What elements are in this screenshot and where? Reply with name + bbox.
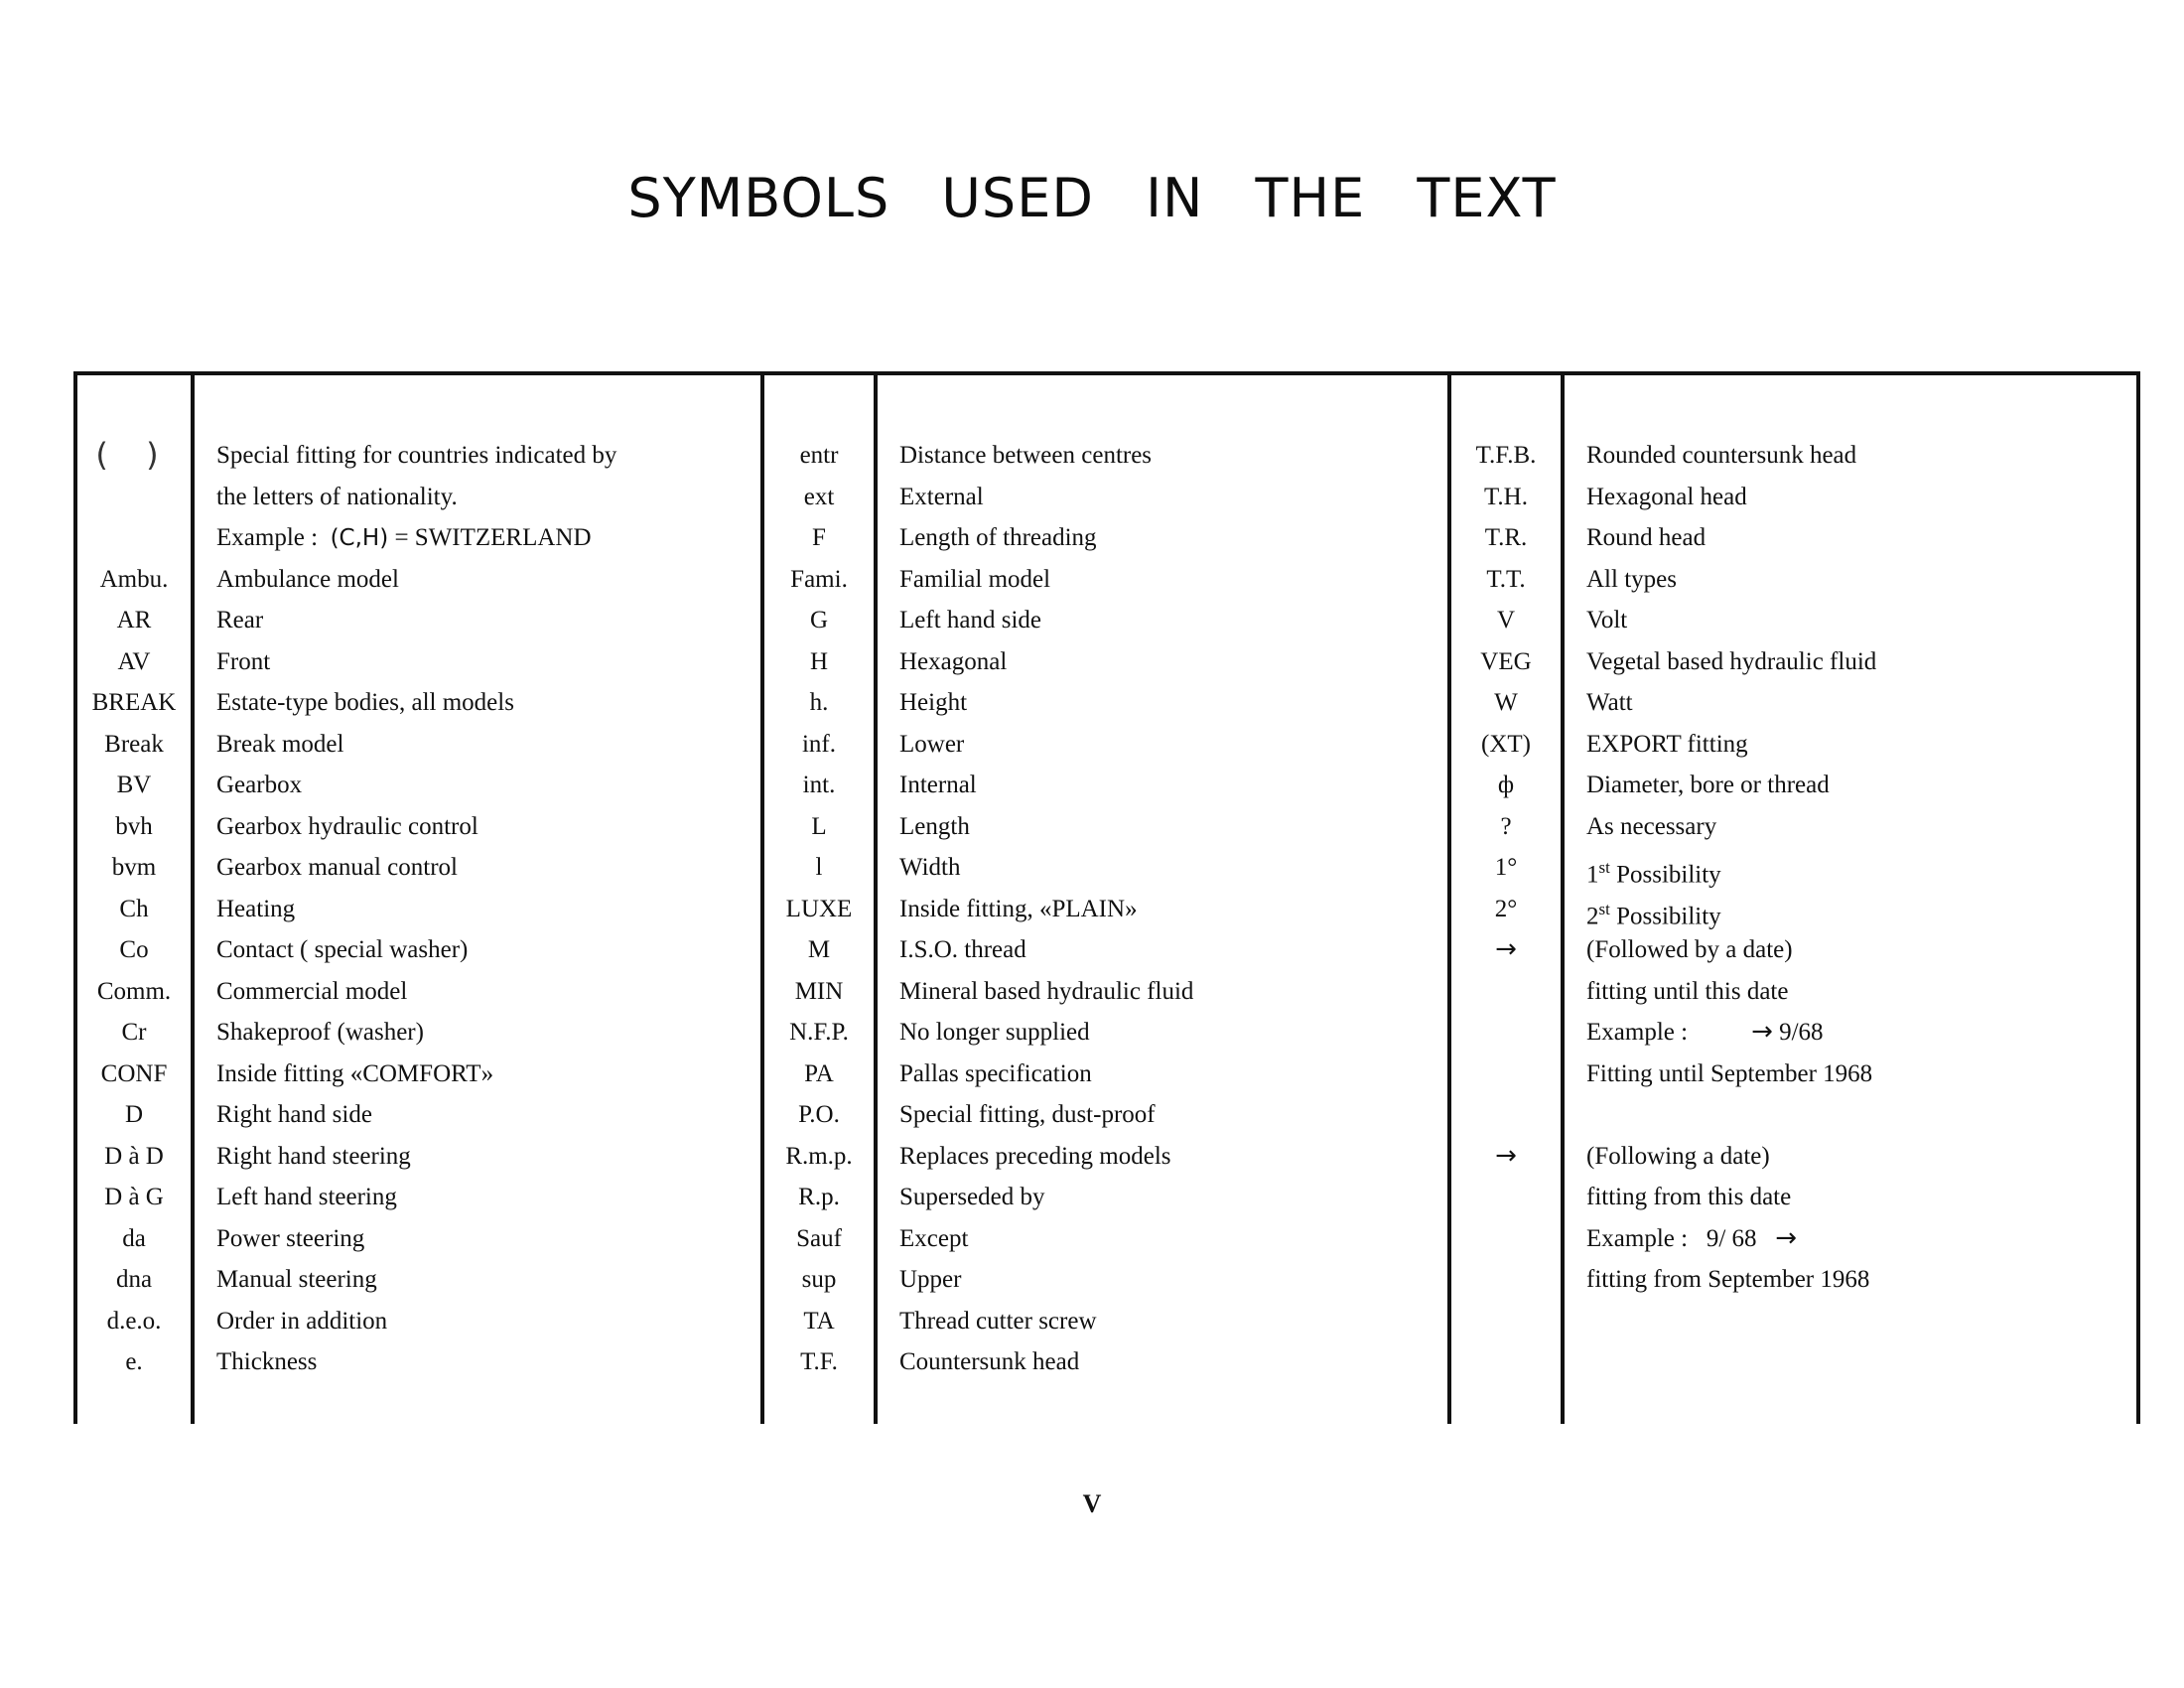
description-cell: Hexagonal	[899, 647, 1008, 675]
symbol-cell: H	[809, 647, 829, 675]
symbol-cell: T.F.	[800, 1348, 838, 1375]
description-cell	[1586, 889, 2122, 930]
symbol-cell: T.H.	[1484, 483, 1528, 510]
description-cell	[216, 517, 752, 559]
description-cell: Left hand steering	[216, 1184, 397, 1210]
nationality-code-symbol: (C,H)	[330, 525, 389, 551]
example-value: 9/ 68	[1706, 1224, 1757, 1252]
symbol-cell: G	[809, 607, 829, 633]
page-number: V	[1082, 1489, 1102, 1518]
description-cell: the letters of nationality.	[216, 483, 458, 510]
symbol-cell: R.m.p.	[785, 1142, 853, 1170]
description-cell: Heating	[216, 895, 296, 922]
example-value: = SWITZERLAND	[394, 524, 592, 551]
symbol-cell: Comm.	[96, 977, 172, 1005]
ordinal-suffix: st	[1598, 858, 1610, 877]
description-cell: (Following a date)	[1586, 1142, 1770, 1170]
description-cell: Right hand side	[216, 1101, 372, 1128]
right-arrow-icon: →	[1495, 1140, 1517, 1171]
description-cell: Watt	[1586, 689, 1633, 716]
symbol-cell: Cr	[121, 1019, 147, 1046]
description-cell: Height	[899, 689, 968, 716]
symbol-cell	[77, 435, 191, 477]
symbol-cell: N.F.P.	[789, 1019, 849, 1046]
description-cell: Power steering	[216, 1224, 365, 1252]
symbol-cell: h.	[809, 689, 829, 716]
symbol-cell: T.F.B.	[1475, 442, 1537, 469]
example-label: Example :	[1586, 1224, 1689, 1252]
description-cell: Pallas specification	[899, 1059, 1092, 1087]
symbol-cell: V	[1496, 607, 1516, 633]
symbol-cell: da	[122, 1224, 146, 1252]
description-cell: Round head	[1586, 524, 1706, 551]
symbol-cell: CONF	[100, 1059, 168, 1087]
description-cell: fitting until this date	[1586, 977, 1789, 1005]
description-cell: (Followed by a date)	[1586, 936, 1793, 963]
description-cell: Commercial model	[216, 977, 408, 1005]
diameter-symbol: ф	[1497, 772, 1515, 798]
description-cell: Replaces preceding models	[899, 1142, 1171, 1170]
description-cell: Countersunk head	[899, 1348, 1080, 1375]
symbol-cell: 2°	[1494, 895, 1518, 922]
description-cell: Ambulance model	[216, 565, 399, 593]
symbol-cell: LUXE	[785, 895, 853, 922]
column-divider	[1561, 371, 1565, 1424]
symbol-cell: e.	[125, 1348, 143, 1375]
description-cell: Left hand side	[899, 607, 1042, 633]
symbol-column-2	[764, 435, 874, 1383]
symbol-cell: Ambu.	[99, 565, 169, 593]
description-cell: Width	[899, 854, 961, 881]
description-cell: Familial model	[899, 565, 1051, 593]
symbol-cell: Sauf	[796, 1224, 842, 1252]
description-cell: Internal	[899, 772, 977, 798]
right-arrow-icon: →	[1751, 1017, 1773, 1047]
symbol-cell: P.O.	[798, 1101, 840, 1128]
description-cell: Inside fitting, «PLAIN»	[899, 895, 1138, 922]
description-cell: Fitting until September 1968	[1586, 1059, 1873, 1087]
symbol-cell: M	[807, 936, 831, 963]
example-label: Example :	[1586, 1019, 1689, 1046]
description-cell: Contact ( special washer)	[216, 936, 469, 963]
ordinal-text: Possibility	[1616, 902, 1721, 929]
description-column-1	[216, 435, 752, 1383]
description-cell: Rounded countersunk head	[1586, 442, 1857, 469]
symbol-cell: W	[1494, 689, 1518, 716]
column-divider	[191, 371, 195, 1424]
symbol-cell	[1451, 1012, 1561, 1054]
symbol-cell: bvh	[115, 812, 153, 840]
symbol-cell: dna	[115, 1266, 153, 1293]
symbol-cell	[77, 517, 191, 559]
description-cell: Length of threading	[899, 524, 1097, 551]
symbol-cell: int.	[802, 772, 836, 798]
description-cell: Estate-type bodies, all models	[216, 689, 514, 716]
symbol-cell: 1°	[1494, 854, 1518, 881]
description-column-2	[899, 435, 1440, 1383]
symbol-cell: PA	[804, 1059, 834, 1087]
description-cell: Distance between centres	[899, 442, 1153, 469]
symbol-cell	[1451, 1218, 1561, 1260]
table-top-rule	[73, 371, 2140, 375]
description-cell: Vegetal based hydraulic fluid	[1586, 647, 1877, 675]
description-cell: Thread cutter screw	[899, 1307, 1097, 1335]
symbol-cell: entr	[799, 442, 839, 469]
description-cell: Right hand steering	[216, 1142, 411, 1170]
description-cell: Hexagonal head	[1586, 483, 1747, 510]
description-cell	[1586, 1218, 2122, 1260]
description-cell: Manual steering	[216, 1266, 377, 1293]
symbol-cell: (XT)	[1481, 730, 1531, 758]
ordinal-number: 1	[1586, 861, 1599, 889]
symbol-cell: Ch	[119, 895, 149, 922]
description-column-3	[1586, 435, 2122, 1301]
symbol-cell: Break	[104, 730, 164, 758]
description-cell: Gearbox hydraulic control	[216, 812, 478, 840]
description-cell: Mineral based hydraulic fluid	[899, 977, 1194, 1005]
description-cell: Order in addition	[216, 1307, 388, 1335]
symbol-cell: L	[811, 812, 827, 840]
description-cell: Gearbox	[216, 772, 303, 798]
description-cell: Superseded by	[899, 1184, 1045, 1210]
symbol-cell: ext	[803, 483, 835, 510]
description-cell: All types	[1586, 565, 1677, 593]
description-cell: Shakeproof (washer)	[216, 1019, 424, 1046]
symbol-cell: TA	[803, 1307, 835, 1335]
description-cell: fitting from September 1968	[1586, 1266, 1870, 1293]
symbol-column-3	[1451, 435, 1561, 1301]
description-cell: Volt	[1586, 607, 1628, 633]
description-cell: Diameter, bore or thread	[1586, 772, 1830, 798]
description-cell: External	[899, 483, 984, 510]
ordinal-text: Possibility	[1616, 861, 1721, 889]
table-right-rule	[2136, 371, 2140, 1424]
description-cell: Rear	[216, 607, 264, 633]
symbol-cell: inf.	[801, 730, 837, 758]
symbol-cell	[77, 477, 191, 518]
symbol-cell: T.R.	[1484, 524, 1528, 551]
symbol-cell	[1451, 971, 1561, 1013]
symbol-cell: BREAK	[91, 689, 177, 716]
country-bracket-icon: ( )	[95, 436, 173, 474]
symbol-cell: F	[812, 524, 826, 551]
description-cell: Break model	[216, 730, 344, 758]
symbol-cell: sup	[801, 1266, 837, 1293]
symbol-cell: R.p.	[798, 1184, 840, 1210]
symbol-cell	[1451, 1094, 1561, 1136]
description-cell	[1586, 1094, 2122, 1136]
ordinal-suffix: st	[1598, 899, 1610, 918]
symbol-cell	[1451, 1054, 1561, 1095]
right-arrow-icon: →	[1775, 1222, 1798, 1253]
symbol-cell: T.T.	[1486, 565, 1526, 593]
symbol-cell: AV	[117, 647, 151, 675]
description-cell: fitting from this date	[1586, 1184, 1792, 1210]
description-cell: Special fitting for countries indicated by	[216, 442, 617, 469]
symbol-cell: D à G	[104, 1184, 164, 1210]
description-cell: Special fitting, dust-proof	[899, 1101, 1156, 1128]
symbol-cell: BV	[116, 772, 152, 798]
page-title: SYMBOLS USED IN THE TEXT	[627, 167, 1557, 229]
description-cell: Except	[899, 1224, 969, 1252]
description-cell: EXPORT fitting	[1586, 730, 1748, 758]
description-cell	[1586, 1012, 2122, 1054]
description-cell: Lower	[899, 730, 965, 758]
description-cell: Length	[899, 812, 970, 840]
description-cell: Inside fitting «COMFORT»	[216, 1059, 494, 1087]
symbol-cell: bvm	[111, 854, 157, 881]
symbol-cell	[1451, 1177, 1561, 1218]
description-cell: Upper	[899, 1266, 962, 1293]
right-arrow-icon: →	[1495, 934, 1517, 964]
description-cell: Front	[216, 647, 271, 675]
symbol-cell: AR	[116, 607, 152, 633]
symbol-cell: MIN	[794, 977, 844, 1005]
symbol-cell: Fami.	[790, 565, 848, 593]
symbol-cell: d.e.o.	[106, 1307, 162, 1335]
description-cell: Gearbox manual control	[216, 854, 458, 881]
symbol-cell: VEG	[1480, 647, 1532, 675]
description-cell: No longer supplied	[899, 1019, 1090, 1046]
symbol-cell: D à D	[104, 1142, 164, 1170]
description-cell: Thickness	[216, 1348, 318, 1375]
ordinal-number: 2	[1586, 902, 1599, 929]
symbol-cell: ?	[1500, 812, 1512, 840]
example-label: Example :	[216, 524, 319, 551]
symbols-table	[73, 371, 2140, 1424]
example-value: 9/68	[1779, 1019, 1824, 1046]
symbol-column-1	[77, 435, 191, 1383]
symbol-cell: l	[815, 854, 823, 881]
description-cell: I.S.O. thread	[899, 936, 1026, 963]
symbol-cell: D	[124, 1101, 144, 1128]
symbol-cell: Co	[119, 936, 149, 963]
description-cell	[1586, 847, 2122, 889]
description-cell: As necessary	[1586, 812, 1717, 840]
symbol-cell	[1451, 1259, 1561, 1301]
column-divider	[874, 371, 878, 1424]
